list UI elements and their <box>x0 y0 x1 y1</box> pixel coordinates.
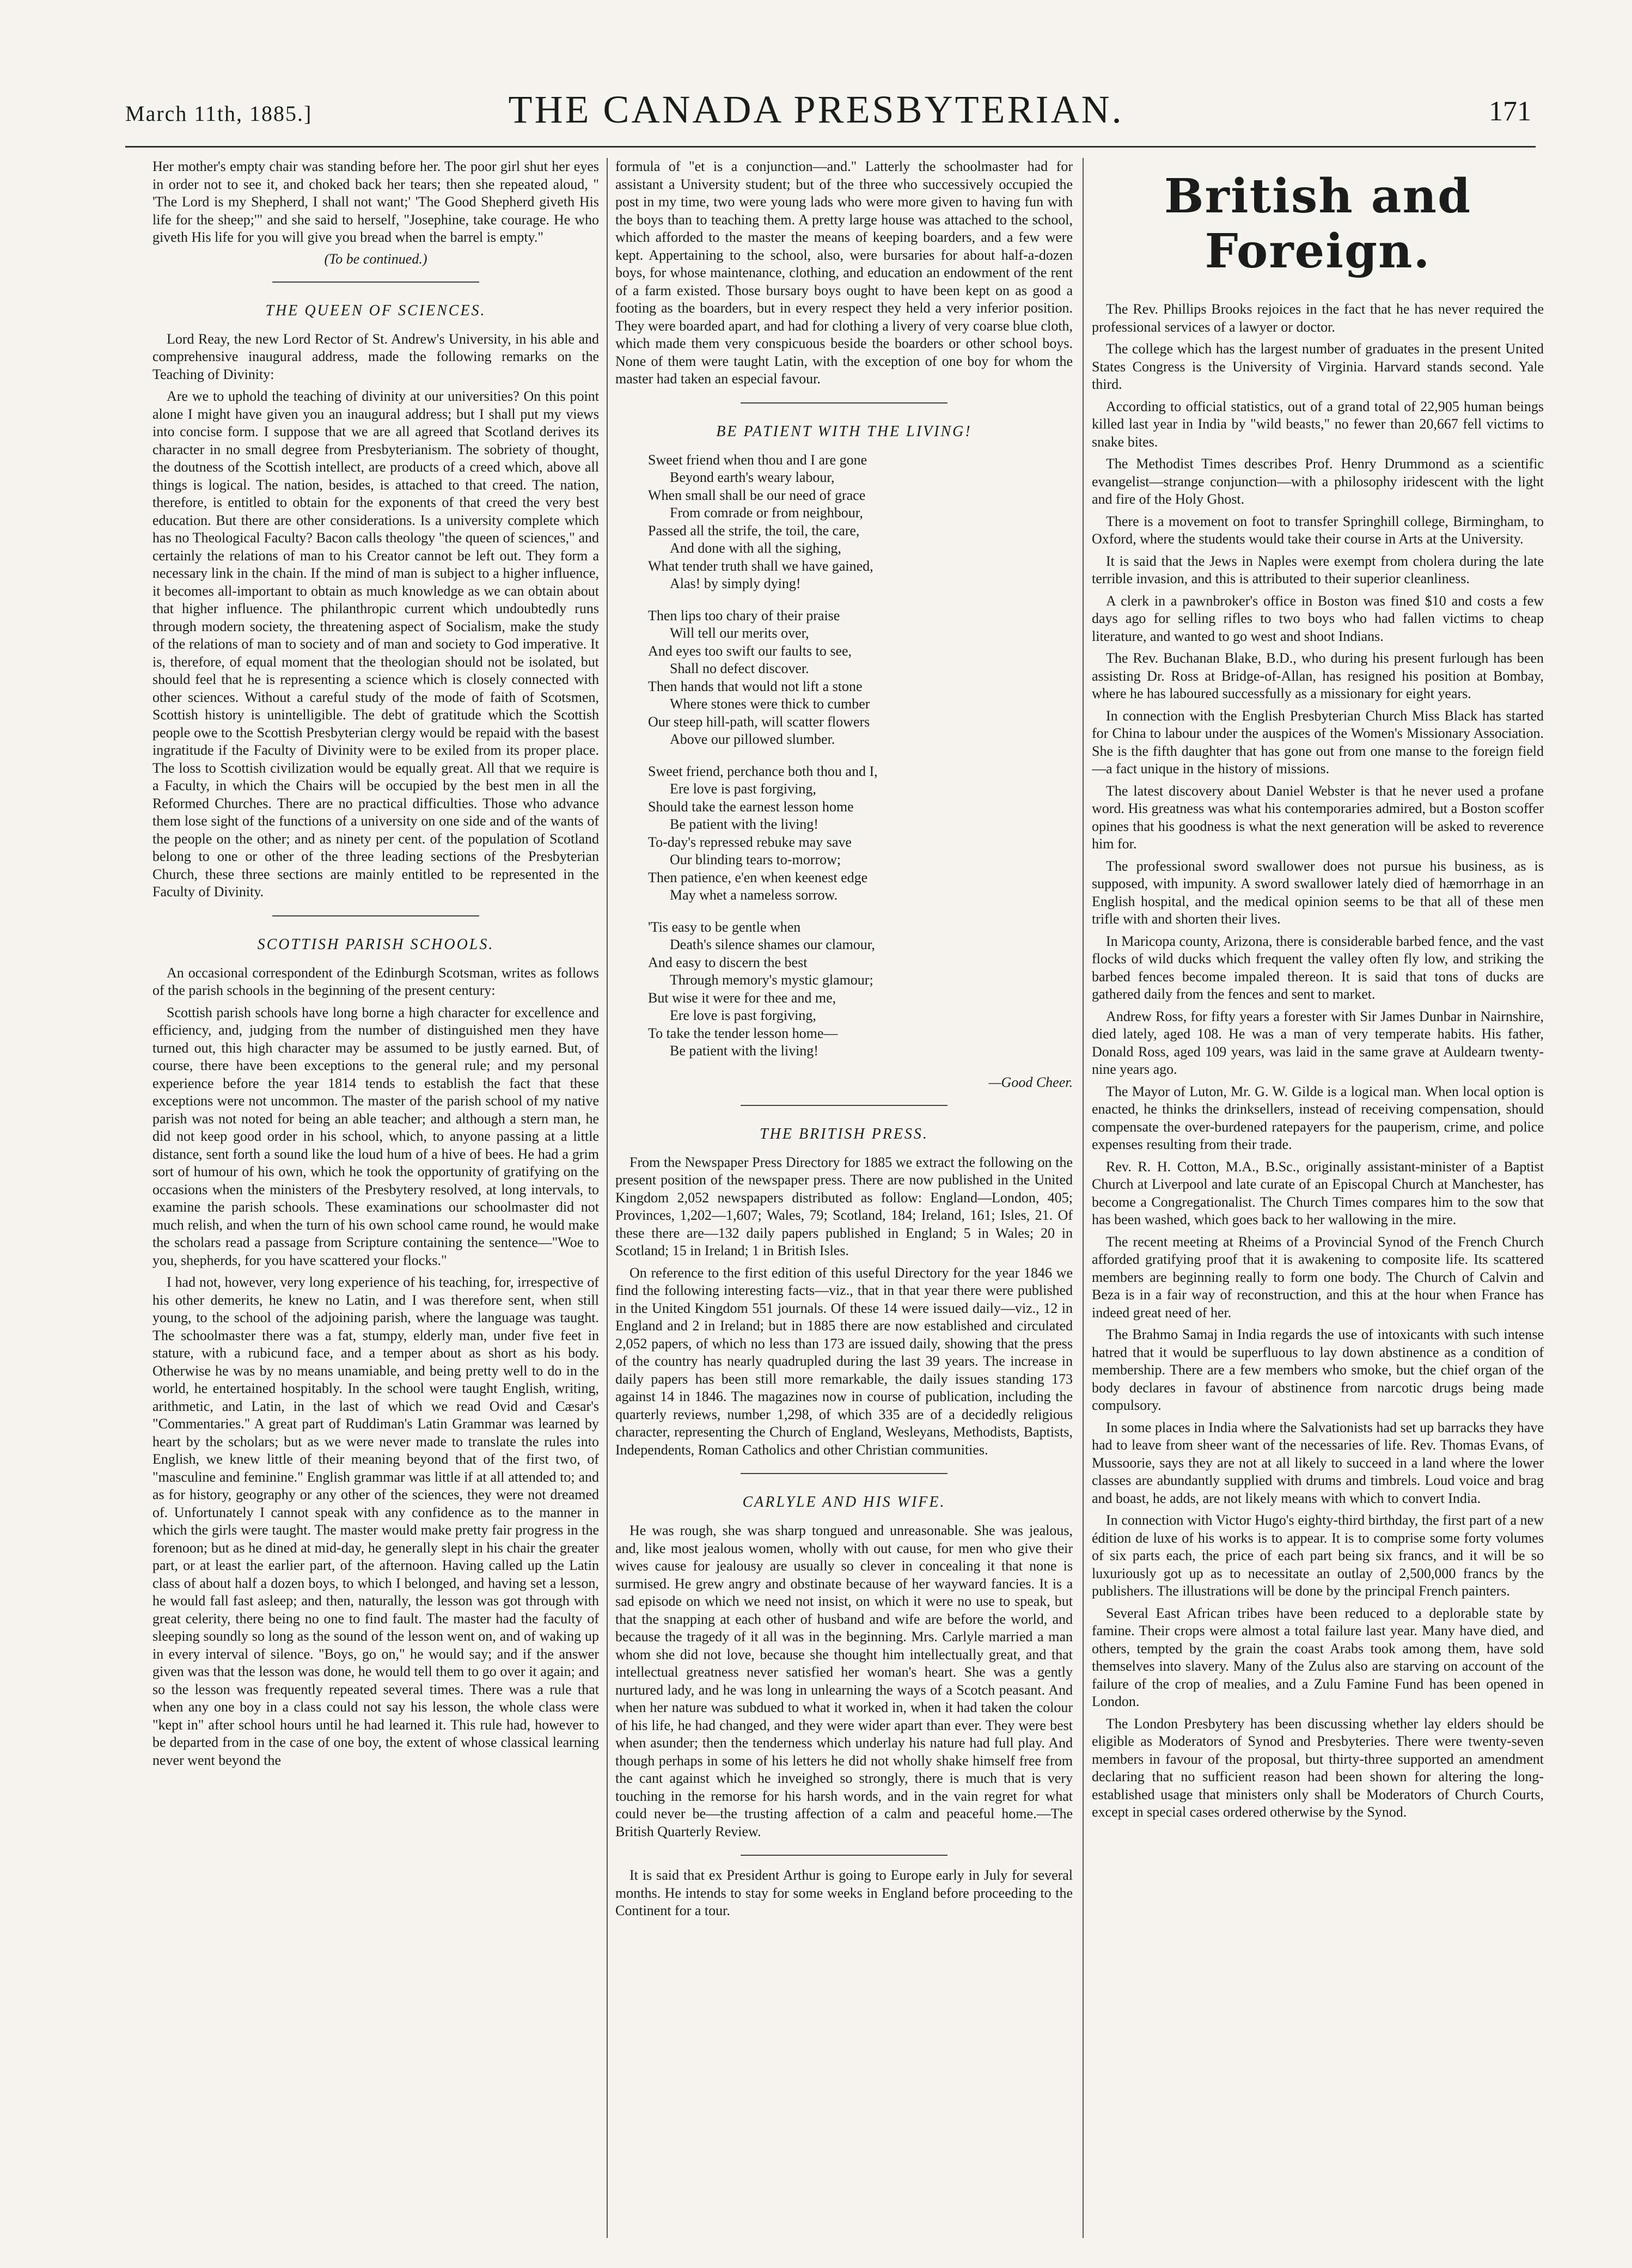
carlyle-paragraph: He was rough, she was sharp tongued and unreasonable. She was jealous, and, like most jealous women, wholly with out cause, for men who give their wives cause for jealousy are usually so clever in concealing it that none is surmised. He grew angry and obstinate because of her wayward fancies. It is a sad episode on which we need not insist, on which it were no use to speak, but that the snapping at each other of husband and wife are before the world, and because the tragedy of it all was in the beginning. Mrs. Carlyle married a man whom she did not love, because she thought him intellectually great, and that intellectual greatness never satisfied her woman's heart. She was a gently nurtured lady, and he was long in unlearning the ways of a Scotch peasant. And when her nature was subdued to what it worked in, when it had taken the colour of his life, he had changed, and they were wider apart than ever. They were best when asunder; then the tenderness which underlay his nature had full play. And though perhaps in some of his letters he did not wholly shake himself free from the cant against which he inveighed so strongly, there is much that is very touching in the remorse for his harsh words, and in the vain regret for what could never be—the trusting affection of a calm and peaceful home.—The British Quarterly Review. <box>615 1523 1073 1839</box>
poem-line: Be patient with the living! <box>670 1043 818 1059</box>
news-items <box>1092 301 1544 1821</box>
news-item: Several East African tribes have been reduced to a deplorable state by famine. Their crops were almost a total failure last year. Many have died, and others, tempted by the grain the coast Arabs took among them, have sold themselves into slavery. Many of the Zulus also are starving on account of the failure of the crop of mealies, and a Zulu Famine Fund has been opened in London. <box>1092 1605 1544 1709</box>
poem-line: Should take the earnest lesson home <box>648 798 854 815</box>
section-rule <box>741 1105 948 1106</box>
story-continuation: Her mother's empty chair was standing before her. The poor girl shut her eyes in order not to see it, and choked back her tears; then she repeated aloud, " 'The Lord is my Shepherd, I shall not want;' 'The Good Shepherd giveth His life for the sheep;'" and she said to herself, "Josephine, take courage. He who giveth His life for you will give you bread when the barrel is empty." <box>152 158 599 245</box>
issue-date: March 11th, 1885.] <box>125 101 313 126</box>
poem-line: Shall no defect discover. <box>670 661 809 676</box>
column-1 <box>152 158 599 2243</box>
press-heading: THE BRITISH PRESS. <box>760 1125 928 1142</box>
poem-line: To-day's repressed rebuke may save <box>648 834 852 850</box>
poem-line: Above our pillowed slumber. <box>670 731 835 747</box>
poem-line: And easy to discern the best <box>648 954 808 970</box>
column-rule-1 <box>607 158 608 2238</box>
news-item: Andrew Ross, for fifty years a forester with Sir James Dunbar in Nairnshire, died lately, aged 108. He was a man of very temperate habits. His father, Donald Ross, aged 109 years, was laid in the same grave at Auldearn twenty-nine years ago. <box>1092 1008 1544 1077</box>
queen-paragraph: Lord Reay, the new Lord Rector of St. Andrew's University, in his able and comprehensive inaugural address, made the following remarks on the Teaching of Divinity: <box>152 331 599 382</box>
poem-line: Then hands that would not lift a stone <box>648 678 863 694</box>
poem-line: Beyond earth's weary labour, <box>670 469 835 485</box>
poem-line: Sweet friend, perchance both thou and I, <box>648 763 878 779</box>
poem-line: Alas! by simply dying! <box>670 576 801 591</box>
schools-paragraph: I had not, however, very long experience of his teaching, for, irrespective of his other demerits, he knew no Latin, and I was therefore sent, when still young, to the school of the adjoining parish, where the language was taught. The schoolmaster there was a fat, stumpy, elderly man, under five feet in stature, with a rubicund face, and a temper about as short as his body. Otherwise he was by no means unamiable, and being pretty well to do in the world, he entertained hospitably. In the school were taught English, writing, arithmetic, and Latin, in the last of which we read Ovid and Cæsar's "Commentaries." A great part of Ruddiman's Latin Grammar was learned by heart by the scholars; but as we were never made to translate the rules into English, we knew little of their meaning beyond that of the first two, of "masculine and feminine." English grammar was little if at all attended to; and as for history, geography or any other of the sciences, they were not dreamed of. Unfortunately I cannot speak with any confidence as to the manner in which the girls were taught. The master would make pretty fair progress in the forenoon; but as he dined at mid-day, he generally slept in his chair the greater part, or at least the earlier part, of the afternoon. Having called up the Latin class of about half a dozen boys, to which I belonged, and having set a lesson, he would fall fast asleep; and then, naturally, the lesson was got through with great celerity, there being no one to find fault. The master had the faculty of sleeping soundly so long as the sound of the lesson went on, and of waking up in every interval of silence. "Boys, go on," he would say; and if the answer given was that the lesson was done, he would tell them to go over it again; and so the lesson was frequently repeated several times. There was a rule that when any one boy in a class could not say his lesson, the whole class were "kept in" after school hours until he had learned it. This rule had, however to be departed from in the case of one boy, the extent of whose classical learning never went beyond the <box>152 1274 599 1768</box>
poem-heading: BE PATIENT WITH THE LIVING! <box>716 423 972 440</box>
poem-line: To take the tender lesson home— <box>648 1025 838 1041</box>
news-item: The London Presbytery has been discussing whether lay elders should be eligible as Moderators of Synod and Presbyteries. There were twenty-seven members in favour of the proposal, but thirty-three supported an amendment declaring that no sufficient reason had been shown for altering the long-established usage that ministers only shall be Moderators of Church Courts, except in special cases ordered otherwise by the Synod. <box>1092 1715 1544 1820</box>
news-item: The Brahmo Samaj in India regards the use of intoxicants with such intense hatred that it would be superfluous to lay down abstinence as a condition of membership. There are a few members who smoke, but the chief organ of the body declares in favour of abstinence from narcotic drugs being made compulsory. <box>1092 1326 1544 1413</box>
queen-heading: THE QUEEN OF SCIENCES. <box>265 302 486 319</box>
news-item: In Maricopa county, Arizona, there is considerable barbed fence, and the vast flocks of wild ducks which frequent the valley often fly low, and striking the barbed fences become impaled thereon. It is said that tons of ducks are gathered daily from the fences and sent to market. <box>1092 933 1544 1002</box>
schools-paragraph: An occasional correspondent of the Edinburgh Scotsman, writes as follows of the parish schools in the beginning of the present century: <box>152 964 599 998</box>
poem-line: And eyes too swift our faults to see, <box>648 643 852 659</box>
news-item: The Rev. Phillips Brooks rejoices in the fact that he has never required the professional services of a lawyer or doctor. <box>1092 301 1544 335</box>
queen-paragraph: Are we to uphold the teaching of divinity at our universities? On this point alone I might have given you an inaugural address; but I shall put my views into concise form. I suppose that we are all agreed that Scotland derives its character in no small degree from Presbyterianism. The sobriety of thought, the doutness of the Scottish intellect, are products of a creed which, above all things is logical. The nation, besides, is attached to that creed. The nation, therefore, is entitled to obtain for the exponents of that creed the very best education. But there are other considerations. Is a university complete which has no Theological Faculty? Bacon calls theology "the queen of sciences," and certainly the relations of man to his Creator cannot be left out. They form a necessary link in the chain. If the mind of man is subject to a higher influence, it becomes all-important to obtain as much knowledge as we can obtain about that higher influence. The philanthropic current which undoubtedly runs through modern society, the threatening aspect of Socialism, make the study of the relations of man to society and of man and society to God imperative. It is, therefore, of equal moment that the theologian should not be isolated, but should feel that he is representing a science which is closely connected with other sciences. Without a careful study of the mode of faith of Scotsmen, Scottish history is unintelligible. The debt of gratitude which the Scottish people owe to the Scottish Presbyterian clergy would be repaid with the basest ingratitude if the Faculty of Divinity were to be exiled from its proper place. The loss to Scottish civilization would be equally great. All that we require is a Faculty, in which the Chairs will be occupied by the best men in all the Reformed Churches. There are no practical difficulties. Those who advance them lose sight of the functions of a university on one side and of the wants of the people on the other; and as ninety per cent. of the population of Scotland belong to one or other of the three leading sections of the Presbyterian Church, these three sections are mainly entitled to be represented in the Faculty of Divinity. <box>152 388 599 900</box>
news-item: Rev. R. H. Cotton, M.A., B.Sc., originally assistant-minister of a Baptist Church at Liverpool and late curate of an Episcopal Church at Manchester, has become a Congregationalist. The Church Times compares him to the sow that has been washed, which goes back to her wallowing in the mire. <box>1092 1158 1544 1227</box>
poem-line: Then lips too chary of their praise <box>648 607 840 623</box>
poem-line: Death's silence shames our clamour, <box>670 937 875 952</box>
news-item: The latest discovery about Daniel Webster is that he never used a profane word. His greatness was what his contemporaries admired, but a Boston scoffer opines that his goodness is what the next generation will be asked to reverence him for. <box>1092 783 1544 852</box>
to-be-continued: (To be continued.) <box>324 250 427 267</box>
news-item: It is said that the Jews in Naples were exempt from cholera during the late terrible invasion, and this is attributed to their superior cleanliness. <box>1092 553 1544 586</box>
section-rule <box>741 402 948 404</box>
news-item: The college which has the largest number of graduates in the present United States Congress is the University of Virginia. Harvard stands second. Yale third. <box>1092 341 1544 392</box>
column-3 <box>1092 158 1544 2243</box>
header-rule <box>125 146 1536 148</box>
poem-line: And done with all the sighing, <box>670 540 841 556</box>
poem-line: Sweet friend when thou and I are gone <box>648 451 867 468</box>
news-item: The professional sword swallower does not pursue his business, as is supposed, with impunity. A sword swallower lately died of hæmorrhage in an English hospital, and the medical opinion seems to be that all of these men trifle with and shorten their lives. <box>1092 858 1544 927</box>
news-item: There is a movement on foot to transfer Springhill college, Birmingham, to Oxford, where the students would take their course in Arts at the University. <box>1092 513 1544 547</box>
news-item: The Methodist Times describes Prof. Henry Drummond as a scientific evangelist—strange conjunction—with a philosophy iridescent with the light and fire of the Holy Ghost. <box>1092 456 1544 507</box>
poem-attribution: —Good Cheer. <box>988 1074 1073 1090</box>
news-item: The recent meeting at Rheims of a Provincial Synod of the French Church afforded gratifying proof that it is awakening to composite life. Its scattered members are beginning really to form one body. The Church of Calvin and Beza is in a fair way of reconstruction, and this at the hour when France has indeed great need of her. <box>1092 1233 1544 1321</box>
poem-line: What tender truth shall we have gained, <box>648 558 873 574</box>
section-rule <box>741 1855 948 1856</box>
poem-line: Then patience, e'en when keenest edge <box>648 869 868 885</box>
poem-stanza <box>648 451 1073 593</box>
poem-line: Will tell our merits over, <box>670 625 809 641</box>
page-number: 171 <box>1489 96 1531 127</box>
poem-line: When small shall be our need of grace <box>648 487 866 503</box>
poem-line: Our blinding tears to-morrow; <box>670 852 841 867</box>
poem-stanza <box>648 763 1073 904</box>
poem-stanza <box>648 607 1073 749</box>
poem-line: Ere love is past forgiving, <box>670 781 816 797</box>
news-item: The Rev. Buchanan Blake, B.D., who during his present furlough has been assisting Dr. Ross at Bridge-of-Allan, has resigned his position at Bombay, where he has laboured successfully as a missionary for eight years. <box>1092 650 1544 701</box>
british-foreign-title: British and Foreign. <box>1164 169 1472 279</box>
schools-paragraph: Scottish parish schools have long borne a high character for excellence and efficiency, and, judging from the number of distinguished men they have turned out, this high character may be assumed to be justly earned. But, of course, there have been exceptions to the general rule; and my personal experience before the year 1814 tends to establish the fact that these exceptions were not uncommon. The master of the parish school of my native parish was not noted for being an able teacher; and although a stern man, he did not keep good order in his school, which, to anyone passing at a little distance, sent forth a sound like the loud hum of a hive of bees. He had a grim sort of humour of his own, which he took the opportunity of gratifying on the occasions when the ministers of the Presbytery resolved, at long intervals, to examine the parish schools. These examinations our schoolmaster did not much relish, and when the turn of his own school came round, he would make the scholars read a passage from Scripture containing the sentence—"Woe to you, shepherds, for you have scattered your flocks." <box>152 1004 599 1268</box>
arthur-paragraph: It is said that ex President Arthur is going to Europe early in July for several months. He intends to stay for some weeks in England before proceeding to the Continent for a tour. <box>615 1867 1073 1918</box>
poem <box>648 451 1073 1060</box>
news-item: In connection with Victor Hugo's eighty-third birthday, the first part of a new édition de luxe of his works is to appear. It is to comprise some forty volumes of six parts each, the price of each part being six francs, and it will be so luxuriously got up as to necessitate an outlay of 2,500,000 francs by the publishers. The illustrations will be done by the principal French painters. <box>1092 1512 1544 1599</box>
schools-continuation: formula of "et is a conjunction—and." Latterly the schoolmaster had for assistant a University student; but of the three who successively occupied the post in my time, two were young lads who were more given to having fun with the boys than to teaching them. A pretty large house was attached to the school, which afforded to the master the means of keeping boarders, and a few were kept. Appertaining to the school, also, were bursaries for about half-a-dozen boys, for whose maintenance, clothing, and education an endowment of the rent of a farm existed. Those bursary boys ought to have been kept on as good a footing as the boarders, but in every respect they held a very inferior position. They were boarded apart, and had for clothing a livery of very coarse blue cloth, which made them very conspicuous beside the boarders or other school boys. None of them were taught Latin, with the exception of one boy for whom the master had taken an especial favour. <box>615 158 1073 387</box>
section-rule <box>741 1473 948 1474</box>
press-paragraph: From the Newspaper Press Directory for 1885 we extract the following on the present position of the newspaper press. There are now published in the United Kingdom 2,052 newspapers distributed as follow: England—London, 405; Provinces, 1,202—1,607; Wales, 79; Scotland, 184; Ireland, 161; Isles, 21. Of these there are—132 daily papers published in England; 5 in Wales; 20 in Scotland; 15 in Ireland; 1 in British Isles. <box>615 1154 1073 1258</box>
news-item: The Mayor of Luton, Mr. G. W. Gilde is a logical man. When local option is enacted, he thinks the drinksellers, instead of receiving compensation, should compensate the over-burdened ratepayers for the pauperism, crime, and police expenses resulting from their trade. <box>1092 1083 1544 1152</box>
poem-line: Ere love is past forgiving, <box>670 1007 816 1023</box>
news-item: According to official statistics, out of a grand total of 22,905 human beings killed last year in India by "wild beasts," no fewer than 20,667 fell victims to snake bites. <box>1092 398 1544 450</box>
carlyle-heading: CARLYLE AND HIS WIFE. <box>742 1494 946 1511</box>
poem-stanza <box>648 919 1073 1060</box>
poem-line: Passed all the strife, the toil, the care, <box>648 522 860 539</box>
masthead-title: THE CANADA PRESBYTERIAN. <box>508 88 1124 131</box>
poem-line: May whet a nameless sorrow. <box>670 887 838 903</box>
section-rule <box>272 915 479 916</box>
section-rule <box>272 282 479 283</box>
news-item: A clerk in a pawnbroker's office in Boston was fined $10 and costs a few days ago for selling rifles to two boys who had fallen victims to cheap literature, and wanted to go west and shoot Indians. <box>1092 592 1544 644</box>
poem-line: Be patient with the living! <box>670 816 818 832</box>
poem-line: Through memory's mystic glamour; <box>670 972 873 988</box>
news-item: In some places in India where the Salvationists had set up barracks they have had to leave from sheer want of the necessaries of life. Rev. Thomas Evans, of Mussoorie, says they are not at all likely to succeed in a land where the lower classes are abundantly supplied with drums and timbrels. Loud voice and brag and boast, he adds, are not likely means with which to convert India. <box>1092 1419 1544 1506</box>
poem-line: Where stones were thick to cumber <box>670 696 870 712</box>
schools-heading: SCOTTISH PARISH SCHOOLS. <box>257 936 494 953</box>
column-rule-2 <box>1083 158 1084 2238</box>
news-item: In connection with the English Presbyterian Church Miss Black has started for China to labour under the auspices of the Women's Missionary Association. She is the fifth daughter that has gone out from one manse to the foreign field—a fact unique in the history of missions. <box>1092 707 1544 777</box>
poem-line: From comrade or from neighbour, <box>670 505 863 521</box>
poem-line: Our steep hill-path, will scatter flowers <box>648 713 870 730</box>
poem-line: But wise it were for thee and me, <box>648 989 836 1006</box>
press-paragraph: On reference to the first edition of this useful Directory for the year 1846 we find the following interesting facts—viz., that in that year there were published in the United Kingdom 551 journals. Of these 14 were issued daily—viz., 12 in England and 2 in Ireland; but in 1885 there are now established and circulated 2,052 papers, of which no less than 173 are issued daily, showing that the press of the country has nearly quadrupled during the last 39 years. The increase in daily papers has been still more remarkable, the daily issues standing 173 against 14 in 1846. The magazines now in course of publication, including the quarterly reviews, number 1,298, of which 335 are of a decidedly religious character, representing the Church of England, Wesleyans, Methodists, Baptists, Independents, Roman Catholics and other Christian communities. <box>615 1264 1073 1458</box>
column-2 <box>615 158 1073 2243</box>
poem-line: 'Tis easy to be gentle when <box>648 919 801 935</box>
